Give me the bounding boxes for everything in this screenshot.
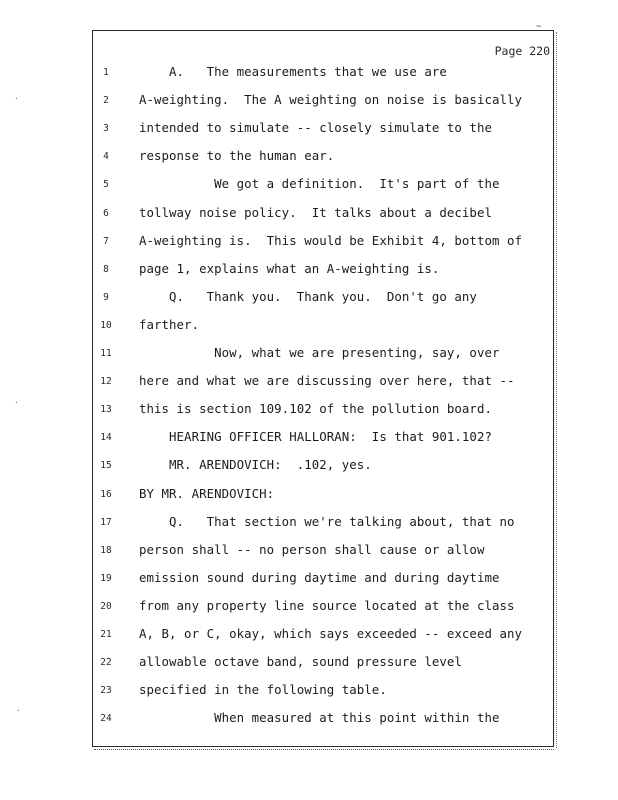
line-text: person shall -- no person shall cause or allow xyxy=(139,541,485,557)
transcript-line xyxy=(92,347,554,375)
line-number: 14 xyxy=(100,432,112,444)
margin-speck: · xyxy=(16,706,21,715)
transcript-line xyxy=(92,288,554,319)
line-number: 5 xyxy=(103,179,109,191)
transcript-line xyxy=(92,375,554,403)
line-text: emission sound during daytime and during daytime xyxy=(139,569,500,585)
frame-edge-bottom xyxy=(94,749,554,750)
transcript-line xyxy=(92,150,554,178)
transcript-line xyxy=(92,204,554,235)
transcript-line xyxy=(92,94,554,122)
line-number: 3 xyxy=(103,123,109,135)
transcript-line xyxy=(92,712,554,740)
line-number: 18 xyxy=(100,544,112,556)
line-number: 6 xyxy=(103,207,109,219)
transcript-line xyxy=(92,597,554,628)
transcript-line xyxy=(92,260,554,291)
page-number: Page 220 xyxy=(494,44,550,58)
transcript-line xyxy=(92,316,554,347)
transcript-line xyxy=(92,403,554,431)
line-number: 17 xyxy=(100,516,112,528)
line-text: tollway noise policy. It talks about a decibel xyxy=(139,204,492,220)
line-text: Now, what we are presenting, say, over xyxy=(139,345,500,360)
line-number: 15 xyxy=(100,460,112,472)
frame-edge-right xyxy=(556,32,557,748)
line-number: 9 xyxy=(103,291,109,303)
line-text: A, B, or C, okay, which says exceeded -- exceed any xyxy=(139,626,522,641)
transcript-line xyxy=(92,431,554,459)
transcript-line xyxy=(92,66,554,94)
line-text: allowable octave band, sound pressure level xyxy=(139,654,462,670)
margin-speck: · xyxy=(14,94,19,103)
line-number: 2 xyxy=(103,95,109,107)
transcript-line xyxy=(92,541,554,572)
line-number: 7 xyxy=(103,235,109,247)
transcript-line xyxy=(92,178,554,206)
line-text: HEARING OFFICER HALLORAN: Is that 901.102? xyxy=(139,429,492,445)
corner-mark: ~ xyxy=(536,22,542,32)
transcript-line xyxy=(92,513,554,544)
line-number: 4 xyxy=(103,151,109,163)
line-number: 21 xyxy=(100,629,112,640)
transcript-line xyxy=(92,569,554,600)
line-text: A-weighting. The A weighting on noise is basically xyxy=(139,92,522,108)
transcript-line xyxy=(92,459,554,487)
line-number: 10 xyxy=(100,319,112,331)
margin-speck: · xyxy=(14,398,19,407)
line-text: A-weighting is. This would be Exhibit 4, bottom of xyxy=(139,232,522,248)
transcript-line xyxy=(92,232,554,263)
line-text: A. The measurements that we use are xyxy=(139,64,447,79)
line-number: 12 xyxy=(100,376,112,388)
line-text: this is section 109.102 of the pollution board. xyxy=(139,401,492,417)
line-number: 1 xyxy=(103,67,109,78)
transcript-line xyxy=(92,656,554,684)
line-number: 11 xyxy=(100,348,112,359)
line-text: farther. xyxy=(139,316,200,332)
line-number: 24 xyxy=(100,713,112,725)
line-text: response to the human ear. xyxy=(139,148,335,164)
line-text: We got a definition. It's part of the xyxy=(139,176,500,192)
line-text: MR. ARENDOVICH: .102, yes. xyxy=(139,457,372,473)
line-text: When measured at this point within the xyxy=(139,710,500,726)
line-text: from any property line source located at the class xyxy=(139,597,515,613)
line-number: 23 xyxy=(100,685,112,697)
line-number: 22 xyxy=(100,657,112,669)
line-text: intended to simulate -- closely simulate to the xyxy=(139,120,492,136)
line-text: Q. Thank you. Thank you. Don't go any xyxy=(139,288,477,304)
transcript-line xyxy=(92,122,554,150)
line-text: BY MR. ARENDOVICH: xyxy=(139,485,275,501)
line-text: page 1, explains what an A-weighting is. xyxy=(139,260,440,276)
line-text: here and what we are discussing over here, that -- xyxy=(139,373,515,389)
line-number: 8 xyxy=(103,263,109,275)
line-text: Q. That section we're talking about, that no xyxy=(139,513,515,529)
line-number: 13 xyxy=(100,404,112,416)
transcript-line xyxy=(92,628,554,656)
line-text: specified in the following table. xyxy=(139,682,387,698)
transcript-line xyxy=(92,485,554,516)
line-number: 19 xyxy=(100,572,112,584)
line-number: 20 xyxy=(100,600,112,612)
transcript-line xyxy=(92,684,554,712)
line-number: 16 xyxy=(100,488,112,500)
